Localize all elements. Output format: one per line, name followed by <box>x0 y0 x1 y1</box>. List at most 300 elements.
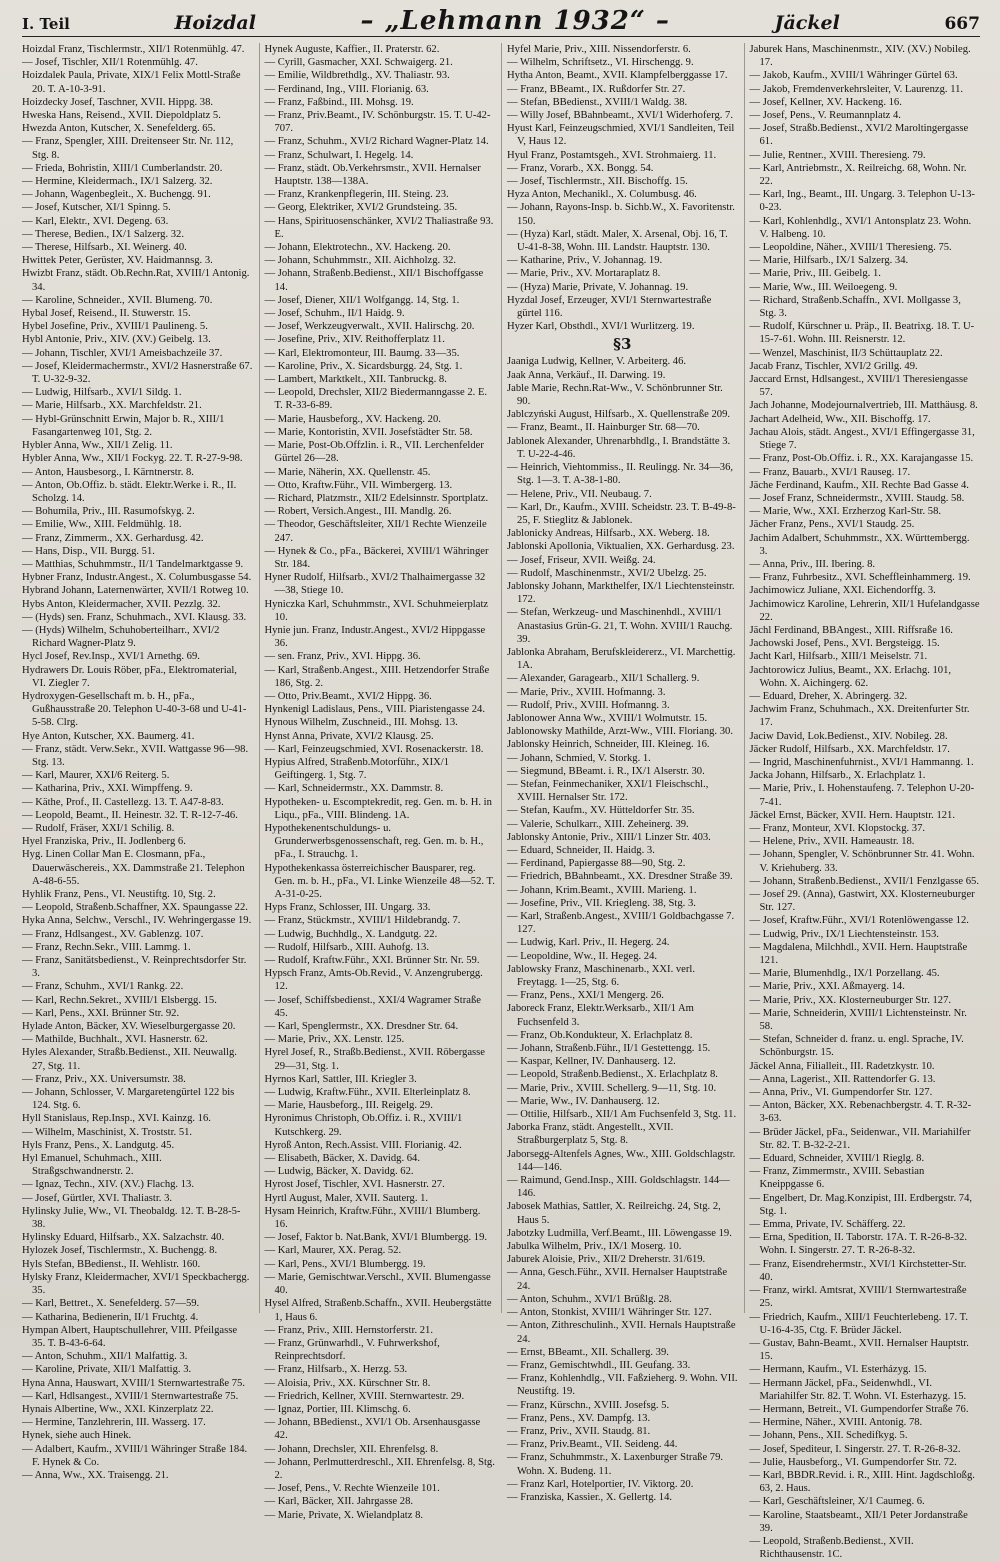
directory-entry: — Franz, Ob.Kondukteur, X. Erlachplatz 8. <box>507 1029 693 1041</box>
directory-entry: — Valerie, Schulkarr., XIII. Zeheinerg. 39. <box>507 818 689 830</box>
directory-entry: — Julie, Hausbeforg., VI. Gumpendorfer Str. 72. <box>749 1456 957 1468</box>
directory-entry: — Anna, Gesch.Führ., XVII. Hernalser Hauptstraße 24. <box>507 1267 728 1292</box>
directory-entry: Jablczyński August, Hilfsarb., X. Quellenstraße 209. <box>507 409 731 421</box>
directory-entry: — Aloisia, Priv., XX. Kürschner Str. 8. <box>264 1377 431 1389</box>
directory-entry: — Karl, Ing., Beamt., III. Ungarg. 3. Telephon U-13-0-23. <box>749 189 975 214</box>
directory-entry: — Franz, Monteur, XVI. Klopstockg. 37. <box>749 822 926 834</box>
directory-entry: — Johann, Wagenbegleit., X. Buchengg. 91. <box>22 189 211 201</box>
directory-entry: Hynst Anna, Private, XVI/2 Klausg. 25. <box>264 730 434 742</box>
directory-entry: — Julie, Rentner., XVIII. Theresieng. 79. <box>749 149 926 161</box>
directory-entry: — Anton, Bäcker, XX. Rebenachbergstr. 4. T. R-32-3-63. <box>749 1100 972 1125</box>
directory-entry: Jaak Anna, Verkäuf., II. Darwing. 19. <box>507 369 666 381</box>
directory-entry: — Marie, Gemischtwar.Verschl., XVII. Blumengasse 40. <box>264 1271 491 1297</box>
directory-entry: — sen. Franz, Priv., XVI. Hippg. 36. <box>264 651 421 663</box>
directory-entry: — Franz, Sanitätsbedienst., V. Reinprechtsdorfer Str. 3. <box>22 955 247 980</box>
directory-entry: — Anton, Hausbesorg., I. Kärntnerstr. 8. <box>22 466 194 478</box>
directory-entry: — Johann, BBedienst., XVI/1 Ob. Arsenhausgasse 42. <box>264 1417 481 1442</box>
directory-entry: — Stefan, Werkzeug- und Maschinenhdl., XVIII/1 Anastasius Grün-G. 21, T. Wohn. XVIII/1 Rauchg. 39. <box>507 607 733 645</box>
directory-entry: — (Hyds) sen. Franz, Schuhmach., XVI. Klausg. 33. <box>22 611 247 623</box>
directory-entry: — Helene, Priv., XVII. Hameaustr. 18. <box>749 836 915 848</box>
directory-entry: — Marie, Hausbeforg., XV. Hackeng. 20. <box>264 413 441 425</box>
directory-entry: — Marie, Private, X. Wielandplatz 8. <box>264 1509 424 1521</box>
directory-entry: — Anna, Priv., III. Ibering. 8. <box>749 558 876 570</box>
directory-entry: — Karl, BBDR.Revid. i. R., XIII. Hint. Jagdschloßg. 63, 2. Haus. <box>749 1469 975 1495</box>
directory-entry: — Josef, Gürtler, XVI. Thaliastr. 3. <box>22 1192 173 1204</box>
directory-entry: — Franz, Beamt., II. Hainburger Str. 68—70. <box>507 422 700 434</box>
directory-entry: — Leopold, Beamt., II. Heinestr. 32. T. R-12-7-46. <box>22 809 238 821</box>
directory-entry: — Leopoldine, Ww., II. Hegeg. 24. <box>507 950 658 962</box>
directory-entry: — Emilie, Ww., XIII. Feldmühlg. 18. <box>22 519 182 531</box>
directory-entry: Hylozek Josef, Tischlermstr., X. Buchengg. 8. <box>22 1245 218 1257</box>
directory-entry: Hyza Anton, Mechanikl., X. Columbusg. 46. <box>507 189 697 201</box>
directory-entry: — Leopold, Drechsler, XII/2 Biedermanngasse 2. E. T. R-33-6-89. <box>264 387 488 412</box>
directory-entry: — (Hyza) Marie, Private, V. Johannag. 19. <box>507 281 689 293</box>
directory-entry: — Karl, Straßenb.Angest., XVIII/1 Goldbachgasse 7. 127. <box>507 911 735 936</box>
directory-entry: — Bohumila, Priv., III. Rasumofskyg. 2. <box>22 506 195 518</box>
directory-entry: — Leopoldine, Näher., XVIII/1 Theresieng. 75. <box>749 242 952 254</box>
directory-entry: — Johann, Straßenb.Bedienst., XII/1 Bischoffgasse 14. <box>264 268 484 293</box>
directory-entry: — Franz, BBeamt., IX. Rußdorfer Str. 27. <box>507 83 686 95</box>
directory-entry: — Wilhelm, Maschinist, X. Troststr. 51. <box>22 1126 193 1138</box>
directory-entry: — Johann, Pens., XII. Schedifkyg. 5. <box>749 1430 908 1442</box>
directory-entry: — Ottilie, Hilfsarb., XII/1 Am Fuchsenfeld 3, Stg. 11. <box>507 1109 737 1121</box>
directory-entry: Hysam Heinrich, Kraftw.Führ., XVIII/1 Blumberg. 16. <box>264 1205 481 1231</box>
directory-entry: — Franz, Zimmermstr., XVIII. Sebastian Kneippgasse 6. <box>749 1166 925 1191</box>
directory-entry: Hyll Stanislaus, Rep.Insp., XVI. Kainzg. 16. <box>22 1113 211 1125</box>
directory-entry: Hyfel Marie, Priv., XIII. Nissendorferstr. 6. <box>507 44 691 55</box>
directory-entry: — Franziska, Kassier., X. Gellertg. 14. <box>507 1491 673 1503</box>
directory-entry: — Johann, Krim.Beamt., XVIII. Marieng. 1. <box>507 884 697 896</box>
directory-entry: — Josef Franz, Schneidermstr., XVIII. Staudg. 58. <box>749 492 965 504</box>
directory-entry: — Ferdinand, Papiergasse 88—90, Stg. 2. <box>507 858 686 870</box>
directory-entry: Hypothekenentschuldungs- u. Grunderwerbsgenossenschaft, reg. Gen. m. b. H., pFa., I. Strauchg. 1. <box>264 822 484 861</box>
directory-entry: — Marie, Näherin, XX. Quellenstr. 45. <box>264 466 431 478</box>
directory-entry: — Josef, Faktor b. Nat.Bank, XVI/1 Blumbergg. 19. <box>264 1232 488 1244</box>
directory-entry: — Franz, wirkl. Amtsrat, XVIII/1 Sternwartestraße 25. <box>749 1285 967 1310</box>
directory-entry: — Franz, Schuhmmstr., X. Laxenburger Straße 79. Wohn. X. Budeng. 11. <box>507 1452 724 1477</box>
directory-entry: — Marie, Ww., III. Weiloegeng. 9. <box>749 281 898 293</box>
directory-entry: Hypsch Franz, Amts-Ob.Revid., V. Anzengrubergg. 12. <box>264 968 483 993</box>
directory-entry: — (Hyza) Karl, städt. Maler, X. Arsenal, Obj. 16, T. U-41-8-38, Wohn. III. Landstr. Hauptstr. 130. <box>507 228 728 254</box>
directory-entry: Hypothekenkassa österreichischer Bausparer, reg. Gen. m. b. H., pFa., VI. Linke Wienzeile 48—52. T. A-31-0-25. <box>264 862 495 900</box>
directory-entry: Hybs Anton, Kleidermacher, XVII. Pezzlg. 32. <box>22 598 221 610</box>
directory-entry: — Karl, Bettret., X. Senefelderg. 57—59. <box>22 1298 200 1310</box>
directory-entry: — Robert, Versich.Angest., III. Mandlg. 26. <box>264 506 452 518</box>
directory-entry: — Alexander, Garagearb., XII/1 Schallerg. 9. <box>507 673 700 685</box>
directory-entry: — Josef, Werkzeugverwalt., XVII. Halirschg. 20. <box>264 321 475 333</box>
directory-entry: — Marie, Post-Ob.Offzlin. i. R., VII. Lerchenfelder Gürtel 26—28. <box>264 440 484 465</box>
directory-entry: — Rudolf, Kürschner u. Präp., II. Beatrixg. 18. T. U-15-7-61. Wohn. III. Reisnerstr. 12. <box>749 321 975 346</box>
directory-entry: — Hermann, Betreit., VI. Gumpendorfer Straße 76. <box>749 1403 969 1415</box>
section-heading: §3 <box>613 335 632 354</box>
directory-entry: — Franz, Vorarb., XX. Bongg. 54. <box>507 162 654 174</box>
directory-entry: — Anna, Lagerist., XII. Rattendorfer G. 13. <box>749 1073 936 1085</box>
directory-entry: — Engelbert, Dr. Mag.Konzipist, III. Erdbergstr. 74, Stg. 1. <box>749 1192 973 1217</box>
directory-entry: — Elisabeth, Bäcker, X. Davidg. 64. <box>264 1153 421 1165</box>
directory-entry: Jablonka Abraham, Berufskleidererz., VI. Marchettig. 1A. <box>507 646 736 672</box>
directory-entry: Hynie jun. Franz, Industr.Angest., XVI/2 Hippgasse 36. <box>264 624 486 650</box>
directory-entry: — Marie, Hilfsarb., XX. Marchfeldstr. 21. <box>22 400 202 412</box>
directory-entry: Jachau Alois, städt. Angest., XVI/1 Effingergasse 31, Stiege 7. <box>749 426 975 452</box>
directory-entry: — Hybl-Grünschnitt Erwin, Major b. R., XIII/1 Fasangartenweg 101, Stg. 2. <box>22 413 225 438</box>
directory-entry: — Cyrill, Gasmacher, XXI. Schwaigerg. 21. <box>264 57 453 69</box>
directory-entry: Hyzdal Josef, Erzeuger, XVI/1 Sternwartestraße gürtel 116. <box>507 294 712 320</box>
directory-entry: — Marie, Blumenhdlg., IX/1 Porzellang. 45. <box>749 968 940 980</box>
directory-entry: — Friedrich, Kaufm., XIII/1 Feuchterlebeng. 17. T. U-16-4-35, Ctg. F. Brüder Jäckel. <box>749 1311 968 1336</box>
directory-entry: Hysel Alfred, Straßenb.Schaffn., XVII. Heubergstätte 1, Haus 6. <box>264 1298 492 1323</box>
directory-entry: Jaburek Aloisie, Priv., XII/2 Dreherstr. 31/619. <box>507 1254 706 1266</box>
directory-entry: — Franz, Priv., XX. Universumstr. 38. <box>22 1073 186 1085</box>
directory-entry: — Karl, Dr., Kaufm., XVIII. Scheidstr. 23. T. B-49-8-25, F. Stieglitz & Jablonek. <box>507 501 736 526</box>
directory-entry: — Josef, Diener, XII/1 Wolfgangg. 14, Stg. 1. <box>264 294 460 306</box>
directory-entry: — Karl, Bäcker, XII. Jahrgasse 28. <box>264 1496 414 1508</box>
directory-entry: — Josef, Tischlermstr., XII. Bischoffg. 15. <box>507 176 688 188</box>
directory-entry: — Jakob, Kaufm., XVIII/1 Währinger Gürtel 63. <box>749 70 958 82</box>
directory-entry: — Mathilde, Buchhalt., XVI. Hasnerstr. 62. <box>22 1034 208 1046</box>
directory-entry: Jaborka Franz, städt. Angestellt., XVII. Straßburgerplatz 5, Stg. 8. <box>507 1122 674 1147</box>
directory-entry: — Johann, Schmied, V. Storkg. 1. <box>507 752 651 764</box>
directory-entry: — Johann, Straßenb.Bedienst., XVII/1 Fenzlgasse 65. <box>749 875 979 887</box>
directory-entry: — Johann, Tischler, XVI/1 Ameisbachzeile 37. <box>22 347 223 359</box>
directory-entry: — Hynek & Co., pFa., Bäckerei, XVIII/1 Währinger Str. 184. <box>264 545 489 570</box>
directory-entry: Hylinsky Eduard, Hilfsarb., XX. Salzachstr. 40. <box>22 1232 225 1244</box>
directory-entry: — Karoline, Schneider., XVII. Blumeng. 70. <box>22 294 213 306</box>
directory-entry: Jachim Adalbert, Schuhmmstr., XX. Württembergg. 3. <box>749 532 970 557</box>
directory-entry: Hyel Franziska, Priv., II. Jodlenberg 6. <box>22 836 186 848</box>
directory-entry: — Anton, Stonkist, XVIII/1 Währinger Str. 127. <box>507 1307 712 1319</box>
directory-entry: — Katharina, Bedienerin, II/1 Fruchtg. 4. <box>22 1311 199 1323</box>
directory-entry: Hynkenigl Ladislaus, Pens., VIII. Piaristengasse 24. <box>264 704 485 716</box>
directory-entry: — Karl, Geschäftsleiner, X/1 Caumeg. 6. <box>749 1496 925 1508</box>
directory-entry: — Frieda, Bohristin, XIII/1 Cumberlandstr. 20. <box>22 162 223 174</box>
directory-entry: Hyul Franz, Postamtsgeh., XVI. Strohmaierg. 11. <box>507 149 717 161</box>
directory-entry: — Josef, Friseur, XVII. Weißg. 24. <box>507 554 656 566</box>
directory-entry: — Hermann Jäckel, pFa., Seidenwhdl., VI. Mariahilfer Str. 82. T. Wohn. VI. Esterhazyg. 15. <box>749 1377 967 1402</box>
directory-entry: Hycl Josef, Rev.Insp., XVI/1 Arnethg. 69. <box>22 651 200 663</box>
directory-entry: — Ferdinand, Ing., VIII. Florianig. 63. <box>264 83 429 95</box>
directory-entry: — Willy Josef, BBahnbeamt., XVI/1 Widerhoferg. 7. <box>507 110 733 122</box>
directory-entry: — Ludwig, Priv., IX/1 Liechtensteinstr. 153. <box>749 928 939 940</box>
directory-entry: — Jakob, Fremdenverkehrsleiter, V. Laurenzg. 11. <box>749 83 964 95</box>
directory-entry: Hyg. Linen Collar Man E. Closmann, pFa., Dauerwäschereis., XX. Dammstraße 21. Telephon A-48-6-55. <box>22 849 245 887</box>
directory-entry: Hwittek Peter, Gerüster, XV. Haidmannsg. 3. <box>22 255 213 267</box>
directory-entry: — Richard, Platzmstr., XII/2 Edelsinnstr. Sportplatz. <box>264 492 489 504</box>
directory-entry: Jablonsky Heinrich, Schneider, III. Kleineg. 16. <box>507 739 710 751</box>
directory-entry: — Josef, Kellner, XV. Hackeng. 16. <box>749 96 902 108</box>
directory-entry: — Franz, städt. Verw.Sekr., XVII. Wattgasse 96—98. Stg. 13. <box>22 743 249 768</box>
last-surname-label: Jäckel <box>774 12 840 34</box>
directory-entry: — Marie, Priv., XVIII. Hofmanng. 3. <box>507 686 666 698</box>
directory-entry: — Ludwig, Hilfsarb., XVI/1 Sildg. 1. <box>22 387 182 399</box>
directory-entry: — Karl, Maurer, XX. Perag. 52. <box>264 1245 402 1257</box>
directory-entry: Jaciw David, Lok.Bedienst., XIV. Nobileg. 28. <box>749 730 948 742</box>
directory-entry: — Anton, Schuhm., XII/1 Malfattig. 3. <box>22 1351 188 1363</box>
directory-entry: — Anton, Ob.Offiz. b. städt. Elektr.Werke i. R., II. Scholzg. 14. <box>22 479 237 504</box>
directory-entry: — Brüder Jäckel, pFa., Seidenwar., VII. Mariahilfer Str. 82. T. B-32-2-21. <box>749 1126 971 1151</box>
directory-entry: — Johann, Schlosser, V. Margaretengürtel 122 bis 124. Stg. 6. <box>22 1087 235 1112</box>
directory-entry: — Franz, Schulwart, I. Hegelg. 14. <box>264 149 414 161</box>
directory-entry: Jablonski Apollonia, Viktualien, XX. Gerhardusg. 23. <box>507 541 735 553</box>
directory-entry: Hyps Franz, Schlosser, III. Ungarg. 33. <box>264 902 431 914</box>
directory-entry: — Marie, Priv., III. Geibelg. 1. <box>749 268 881 280</box>
directory-entry: — Josef, Straßb.Bedienst., XVI/2 Maroltingergasse 61. <box>749 123 969 148</box>
directory-entry: Hybal Josef, Reisend., II. Stuwerstr. 15. <box>22 308 191 320</box>
directory-entry: Hyl Emanuel, Schuhmach., XIII. Straßgschwandnerstr. 2. <box>22 1153 162 1178</box>
directory-entry: — Leopold, Straßenb.Schaffner, XX. Spaungasse 22. <box>22 902 248 914</box>
directory-entry: — Rudolf, Priv., XVIII. Hofmanng. 3. <box>507 699 670 711</box>
directory-entry: — Karl, Straßenb.Angest., XIII. Hetzendorfer Straße 186, Stg. 2. <box>264 664 490 689</box>
directory-entry: — Josef, Spediteur, I. Singerstr. 27. T. R-26-8-32. <box>749 1443 961 1455</box>
directory-entry: Hynais Albertine, Ww., XXI. Kinzerplatz 22. <box>22 1403 214 1415</box>
directory-entry: — Johann, Rayons-Insp. b. Sichb.W., X. Favoritenstr. 150. <box>507 202 735 227</box>
directory-entry: — Marie, Priv., I. Hohenstaufeng. 7. Telephon U-20-7-41. <box>749 783 975 808</box>
directory-entry: Hoizdal Franz, Tischlermstr., XII/1 Rotenmühlg. 47. <box>22 44 245 55</box>
directory-entry: — Franz, Pens., XXI/1 Mengerg. 26. <box>507 990 664 1002</box>
directory-entry: — Marie, Hilfsarb., IX/1 Salzerg. 34. <box>749 255 909 267</box>
directory-entry: Jablonowsky Mathilde, Arzt-Ww., VIII. Floriang. 30. <box>507 726 733 738</box>
directory-entry: — Karoline, Priv., X. Sicardsburgg. 24, Stg. 1. <box>264 360 463 372</box>
directory-entry: — Hermine, Kleidermach., IX/1 Salzerg. 32. <box>22 176 213 188</box>
directory-entry: Hybel Josefine, Priv., XVIII/1 Paulineng. 5. <box>22 321 208 333</box>
directory-entry: — Ignaz, Portier, III. Klimschg. 6. <box>264 1403 411 1415</box>
directory-entry: — Franz, Rechn.Sekr., VIII. Lammg. 1. <box>22 941 191 953</box>
directory-entry: Hympan Albert, Hauptschullehrer, VIII. Pfeilgasse 35. T. B-43-6-64. <box>22 1324 238 1349</box>
directory-entry: — Theodor, Geschäftsleiter, XII/1 Rechte Wienzeile 247. <box>264 519 487 544</box>
directory-entry: — Helene, Priv., VII. Neubaug. 7. <box>507 488 652 500</box>
directory-entry: — Karl, Pens., XXI. Brünner Str. 92. <box>22 1007 180 1019</box>
directory-entry: — Josef, Schiffsbedienst., XXI/4 Wagramer Straße 45. <box>264 994 481 1019</box>
directory-entry: — Karl, Feinzeugschmied, XVI. Rosenackerstr. 18. <box>264 743 484 755</box>
directory-entry: — Karl, Hdlsangest., XVIII/1 Sternwartestraße 75. <box>22 1390 239 1402</box>
directory-entry: Hypius Alfred, Straßenb.Motorführ., XIX/1 Geiftingerg. 1, Stg. 7. <box>264 756 449 782</box>
directory-entry: — (Hyds) Wilhelm, Schuhoberteilharr., XVI/2 Richard Wagner-Platz 9. <box>22 624 220 650</box>
directory-entry: Hyronimus Christoph, Ob.Offiz. i. R., XVIII/1 Kutschkerg. 29. <box>264 1113 463 1138</box>
directory-entry: Hyna Anna, Hauswart, XVIII/1 Sternwartestraße 75. <box>22 1377 245 1389</box>
directory-entry: Jachart Adelheid, Ww., XII. Bischoffg. 17. <box>749 413 931 425</box>
directory-entry: — Raimund, Gend.Insp., XIII. Goldschlagstr. 144—146. <box>507 1175 730 1200</box>
directory-entry: Jäckel Ernst, Bäcker, XVII. Hern. Hauptstr. 121. <box>749 809 956 821</box>
directory-entry: Jächer Franz, Pens., XVI/1 Staudg. 25. <box>749 519 915 531</box>
directory-entry: Hyrost Josef, Tischler, XVI. Hasnerstr. 27. <box>264 1179 445 1191</box>
directory-entry: — Josef, Pens., V. Rechte Wienzeile 101. <box>264 1483 440 1495</box>
directory-entry: — Marie, Hausbeforg., III. Reigelg. 29. <box>264 1100 433 1112</box>
directory-entry: — Rudolf, Fräser, XXI/1 Schilig. 8. <box>22 822 175 834</box>
directory-entry: — Magdalena, Milchhdl., XVII. Hern. Hauptstraße 121. <box>749 941 968 967</box>
directory-entry: — Franz, Priv., XIII. Hernstorferstr. 21. <box>264 1324 433 1336</box>
directory-entry: Jaburek Hans, Maschinenmstr., XIV. (XV.) Nobileg. 17. <box>749 44 971 69</box>
directory-entry: — Hermann, Kaufm., VI. Esterházyg. 15. <box>749 1364 927 1376</box>
directory-entry: Jable Marie, Rechn.Rat-Ww., V. Schönbrunner Str. 90. <box>507 382 723 408</box>
directory-entry: — Franz, Priv.Beamt., VII. Seideng. 44. <box>507 1439 678 1451</box>
directory-entry: — Josef, Schuhm., II/1 Haidg. 9. <box>264 308 405 320</box>
directory-entry: Jachimowicz Karoline, Lehrerin, XII/1 Hufelandgasse 22. <box>749 598 980 623</box>
directory-entry: — Ludwig, Karl. Priv., II. Hegerg. 24. <box>507 937 670 949</box>
directory-entry: — Karl, Spenglermstr., XX. Dresdner Str. 64. <box>264 1021 459 1033</box>
directory-entry: — Rudolf, Hilfsarb., XIII. Auhofg. 13. <box>264 941 429 953</box>
directory-entry: — Hans, Disp., VII. Burgg. 51. <box>22 545 155 557</box>
directory-entry: — Ludwig, Kraftw.Führ., XVII. Elterleinplatz 8. <box>264 1087 471 1099</box>
directory-entry: Jach Johanne, Modejournalvertrieb, III. Matthäusg. 8. <box>749 400 978 412</box>
directory-entry: — Marie, Ww., XXI. Erzherzog Karl-Str. 58. <box>749 506 942 518</box>
directory-entry: — Katharine, Priv., V. Johannag. 19. <box>507 255 663 267</box>
directory-entry: Hyrtl August, Maler, XVII. Sauterg. 1. <box>264 1192 429 1204</box>
directory-entry: — Katharina, Priv., XXI. Wimpffeng. 9. <box>22 783 193 795</box>
directory-entry: — Therese, Hilfsarb., XI. Weinerg. 40. <box>22 242 187 254</box>
directory-entry: Hyust Karl, Feinzeugschmied, XVI/1 Sandleiten, Teil V, Haus 12. <box>507 123 735 148</box>
directory-entry: — Ernst, BBeamt., XII. Schallerg. 39. <box>507 1346 669 1358</box>
directory-entry: — Franz, Eisendrehermstr., XVI/1 Kirchstetter-Str. 40. <box>749 1258 967 1283</box>
directory-entry: Hyls Franz, Pens., X. Landgutg. 45. <box>22 1139 175 1151</box>
directory-entry: Jablonsky Johann, Markthelfer, IX/1 Liechtensteinstr. 172. <box>507 580 735 606</box>
directory-entry: — Lambert, Marktkelt., XII. Tanbruckg. 8. <box>264 374 447 386</box>
directory-entry: Hydrawers Dr. Louis Röber, pFa., Elektromaterial, VI. Ziegler 7. <box>22 664 237 689</box>
directory-entry: — Rudolf, Maschinenmstr., XVI/2 Ubelzg. 25. <box>507 567 707 579</box>
directory-entry: — Josef 29. (Anna), Gastwirt, XX. Klosterneuburger Str. 127. <box>749 889 975 914</box>
directory-entry: Jäckel Anna, Filialleit., III. Radetzkystr. 10. <box>749 1060 935 1072</box>
directory-entry: — Marie, Kontoristin, XVII. Josefstädter Str. 58. <box>264 426 473 438</box>
directory-entry: — Franz, Kohlenhdlg., VII. Faßzieherg. 9. Wohn. VII. Neustiftg. 19. <box>507 1373 738 1398</box>
directory-entry: — Matthias, Schuhmmstr., II/1 Tandelmarktgasse 9. <box>22 558 244 570</box>
directory-entry: — Johann, Straßenb.Führ., II/1 Gestettengg. 15. <box>507 1043 711 1055</box>
directory-entry: — Franz, Priv., XVII. Staudg. 81. <box>507 1425 651 1437</box>
directory-entry: Jachimowicz Juliane, XXI. Eichendorffg. 3. <box>749 585 936 597</box>
directory-entry: Jabotzky Ludmilla, Verf.Beamt., III. Löwengasse 19. <box>507 1227 732 1239</box>
directory-entry: Hybl Antonie, Priv., XIV. (XV.) Geibelg. 13. <box>22 334 211 346</box>
directory-entry: — Emma, Private, IV. Schäfferg. 22. <box>749 1219 906 1231</box>
directory-entry: Hyroß Anton, Rech.Assist. VIII. Florianig. 42. <box>264 1139 462 1151</box>
directory-entry: Jablonsky Antonie, Priv., XIII/1 Linzer Str. 403. <box>507 831 711 843</box>
directory-entry: — Otto, Priv.Beamt., XVI/2 Hippg. 36. <box>264 690 432 702</box>
directory-entry: — Leopold, Straßenb.Bedienst., XVII. Richthausenstr. 1C. <box>749 1535 914 1561</box>
directory-entry: — Franz, Post-Ob.Offiz. i. R., XX. Karajangasse 15. <box>749 453 974 465</box>
directory-entry: — Josefine, Priv., VII. Kriegleng. 38, Stg. 3. <box>507 897 696 909</box>
directory-entry: — Eduard, Dreher, X. Abringerg. 32. <box>749 690 908 702</box>
directory-entry: — Karl, Rechn.Sekret., XVIII/1 Elsbergg. 15. <box>22 994 217 1006</box>
directory-entry: — Friedrich, BBahnbeamt., XX. Dresdner Straße 39. <box>507 871 733 883</box>
directory-entry: — Marie, Priv., XX. Klosterneuburger Str. 127. <box>749 994 952 1006</box>
directory-entry: — Ingrid, Maschinenfuhrnist., XVI/1 Hammanng. 1. <box>749 756 974 768</box>
directory-entry: — Stefan, BBedienst., XVIII/1 Waldg. 38. <box>507 96 688 108</box>
volume-label: I. Teil <box>22 15 70 33</box>
directory-entry: — Friedrich, Kellner, XVIII. Sternwartestr. 29. <box>264 1390 465 1402</box>
directory-entry: — Kaspar, Kellner, IV. Danhauserg. 12. <box>507 1056 676 1068</box>
directory-entry: — Franz, Faßbind., III. Mohsg. 19. <box>264 96 414 108</box>
directory-entry: — Anna, Ww., XX. Traisengg. 21. <box>22 1469 169 1481</box>
directory-entry: — Franz, Hilfsarb., X. Herzg. 53. <box>264 1364 408 1376</box>
directory-entry: — Franz, Zimmerm., XX. Gerhardusg. 42. <box>22 532 204 544</box>
directory-entry: Hweska Hans, Reisend., XVII. Diepoldplatz 5. <box>22 110 221 122</box>
directory-entry: — Ludwig, Buchhdlg., X. Landgutg. 22. <box>264 928 438 940</box>
directory-entry: — Marie, Priv., XV. Mortaraplatz 8. <box>507 268 661 280</box>
directory-entry: Jäche Ferdinand, Kaufm., XII. Rechte Bad Gasse 4. <box>749 479 969 491</box>
directory-entry: — Ignaz, Techn., XIV. (XV.) Flachg. 13. <box>22 1179 194 1191</box>
directory-entry: — Franz, Grünwarhdl., V. Fuhrwerkshof, Reinprechtsdorf. <box>264 1337 440 1363</box>
directory-entry: — Franz, Hdlsangest., XV. Gablenzg. 107. <box>22 928 204 940</box>
directory-entry: Jaborsegg-Altenfels Agnes, Ww., XIII. Goldschlagstr. 144—146. <box>507 1148 736 1173</box>
directory-entry: — Eduard, Schneider, XVIII/1 Rieglg. 8. <box>749 1153 925 1165</box>
directory-entry: Hye Anton, Kutscher, XX. Baumerg. 41. <box>22 730 195 742</box>
directory-entry: — Georg, Elektriker, XVI/2 Grundsteing. 35. <box>264 202 458 214</box>
column-2 <box>259 43 496 1521</box>
directory-entry: — Johann, Schuhmmstr., XII. Aichholzg. 32. <box>264 255 457 267</box>
directory-entry: — Emilie, Wildbrethdlg., XV. Thaliastr. 93. <box>264 70 450 82</box>
directory-entry: Jaaniga Ludwig, Kellner, V. Arbeiterg. 46. <box>507 356 687 368</box>
directory-entry: Hyner Rudolf, Hilfsarb., XVI/2 Thalhaimergasse 32—38, Stiege 10. <box>264 572 486 597</box>
directory-entry: Hoizdalek Paula, Private, XIX/1 Felix Mottl-Straße 20. T. A-10-3-91. <box>22 70 241 95</box>
directory-entry: Hynous Wilhelm, Zuschneid., III. Mohsg. 13. <box>264 717 458 729</box>
directory-entry: — Franz, Schuhm., XVI/2 Richard Wagner-Platz 14. <box>264 136 489 148</box>
directory-entry: — Stefan, Schneider d. franz. u. engl. Sprache, IV. Schönburgstr. 15. <box>749 1034 964 1059</box>
directory-entry: Jaccard Ernst, Hdlsangest., XVIII/1 Theresiengasse 57. <box>749 374 968 399</box>
directory-entry: Hyzer Karl, Obsthdl., XVI/1 Wurlitzerg. 19. <box>507 321 695 333</box>
directory-entry: — Karl, Antriebmstr., X. Reilreichg. 68, Wohn. Nr. 22. <box>749 162 967 188</box>
directory-entry: Jabosek Mathias, Sattler, X. Reilreichg. 24, Stg. 2, Haus 5. <box>507 1201 721 1226</box>
directory-entry: — Franz, Pens., XV. Dampfg. 13. <box>507 1412 651 1424</box>
directory-entry: — Johann, Perlmutterdreschl., XII. Ehrenfelsg. 8, Stg. 2. <box>264 1456 495 1481</box>
directory-entry: Jablonicky Andreas, Hilfsarb., XX. Weberg. 18. <box>507 528 710 540</box>
directory-entry: Jachwim Franz, Schuhmach., XX. Dreitenfurter Str. 17. <box>749 704 970 729</box>
directory-entry: Hyhlik Franz, Pens., VI. Neustiftg. 10, Stg. 2. <box>22 889 216 900</box>
directory-entry: — Franz Karl, Hotelportier, IV. Viktorg. 20. <box>507 1478 694 1490</box>
directory-entry: Hoizdecky Josef, Taschner, XVII. Hippg. 38. <box>22 96 214 108</box>
columns-container <box>22 43 980 1561</box>
directory-entry: — Adalbert, Kaufm., XVIII/1 Währinger Straße 184. F. Hynek & Co. <box>22 1443 248 1468</box>
directory-entry: — Leopold, Straßenb.Bedienst., X. Erlachplatz 8. <box>507 1069 718 1081</box>
directory-entry: — Hans, Spirituosenschänker, XVI/2 Thaliastraße 93. E. <box>264 215 494 240</box>
first-surname-label: Hoizdal <box>174 12 256 34</box>
directory-entry: Hybler Anna, Ww., XII/1 Zelig. 11. <box>22 440 173 452</box>
directory-entry: — Erna, Spedition, II. Taborstr. 17A. T. R-26-8-32. Wohn. I. Singerstr. 27. T. R-26-8-32. <box>749 1232 968 1257</box>
directory-entry: Jächl Ferdinand, BBAngest., XIII. Riffsraße 16. <box>749 624 953 636</box>
directory-entry: — Richard, Straßenb.Schaffn., XVI. Mollgasse 3, Stg. 3. <box>749 294 961 320</box>
directory-entry: Hwizbt Franz, städt. Ob.Rechn.Rat, XVIII/1 Antonig. 34. <box>22 268 250 293</box>
directory-entry: — Josef, Kleidermachermstr., XVI/2 Hasnerstraße 67. T. U-32-9-32. <box>22 360 253 386</box>
directory-entry: Jaboreck Franz, Elektr.Werksarb., XII/1 Am Fuchsenfeld 3. <box>507 1003 694 1028</box>
directory-title: – „Lehmann 1932“ – <box>360 6 670 36</box>
directory-entry: — Karl, Maurer, XXI/6 Reiterg. 5. <box>22 770 170 782</box>
directory-entry: Hynek, siehe auch Hinek. <box>22 1430 132 1442</box>
directory-entry: — Johann, Elektrotechn., XV. Hackeng. 20. <box>264 242 451 254</box>
directory-entry: Jachowski Josef, Pens., XVI. Bergsteigg. 15. <box>749 638 940 650</box>
directory-entry: — Franz, Gemischtwhdl., III. Geufang. 33. <box>507 1359 691 1371</box>
directory-entry: — Josef, Tischler, XII/1 Rotenmühlg. 47. <box>22 57 198 69</box>
directory-entry: — Franz, Schuhm., XVI/1 Rankg. 22. <box>22 981 184 993</box>
directory-entry: — Wenzel, Maschinist, II/3 Schüttauplatz 22. <box>749 347 943 359</box>
directory-entry: — Franz, Fuhrbesitz., XVI. Scheffleinhammerg. 19. <box>749 572 971 584</box>
directory-entry: — Karl, Kohlenhdlg., XVI/1 Antonsplatz 23. Wohn. V. Halbeng. 10. <box>749 215 972 240</box>
column-4 <box>744 43 981 1561</box>
directory-entry: Hyrnos Karl, Sattler, III. Kriegler 3. <box>264 1073 417 1085</box>
directory-entry: Hyniczka Karl, Schuhmmstr., XVI. Schuhmeierplatz 10. <box>264 598 489 623</box>
directory-entry: — Karl, Pens., XVI/1 Blumbergg. 19. <box>264 1258 426 1270</box>
directory-entry: Jablonek Alexander, Uhrenarbhdlg., I. Brandstätte 3. T. U-22-4-46. <box>507 435 731 460</box>
directory-entry: Hylinsky Julie, Ww., VI. Theobaldg. 12. T. B-28-5-38. <box>22 1205 241 1231</box>
directory-entry: Jacht Karl, Hilfsarb., XIII/1 Meiselstr. 71. <box>749 651 928 663</box>
directory-entry: Hybner Franz, Industr.Angest., X. Columbusgasse 54. <box>22 572 252 584</box>
directory-entry: Hwezda Anton, Kutscher, X. Senefelderg. 65. <box>22 123 216 135</box>
directory-entry: Hylsky Franz, Kleidermacher, XVI/1 Speckbachergg. 35. <box>22 1271 250 1297</box>
column-3 <box>501 43 738 1503</box>
directory-entry: — Marie, Priv., XXI. Aßmayerg. 14. <box>749 981 905 993</box>
directory-entry: — Josef, Kutscher, XI/1 Spinng. 5. <box>22 202 171 214</box>
directory-entry: — Hermine, Näher., XVIII. Antonig. 78. <box>749 1417 923 1429</box>
directory-entry: Jablowsky Franz, Maschinenarb., XXI. verl. Freytagg. 1—25, Stg. 6. <box>507 963 695 989</box>
directory-entry: Hynek Auguste, Kaffier., II. Praterstr. 62. <box>264 44 440 55</box>
directory-entry: — Ludwig, Bäcker, X. Davidg. 62. <box>264 1166 414 1178</box>
directory-entry: — Siegmund, BBeamt. i. R., IX/1 Alserstr. 30. <box>507 765 705 777</box>
directory-entry: — Johann, Drechsler, XII. Ehrenfelsg. 8. <box>264 1443 439 1455</box>
directory-entry: — Rudolf, Kraftw.Führ., XXI. Brünner Str. Nr. 59. <box>264 955 480 967</box>
